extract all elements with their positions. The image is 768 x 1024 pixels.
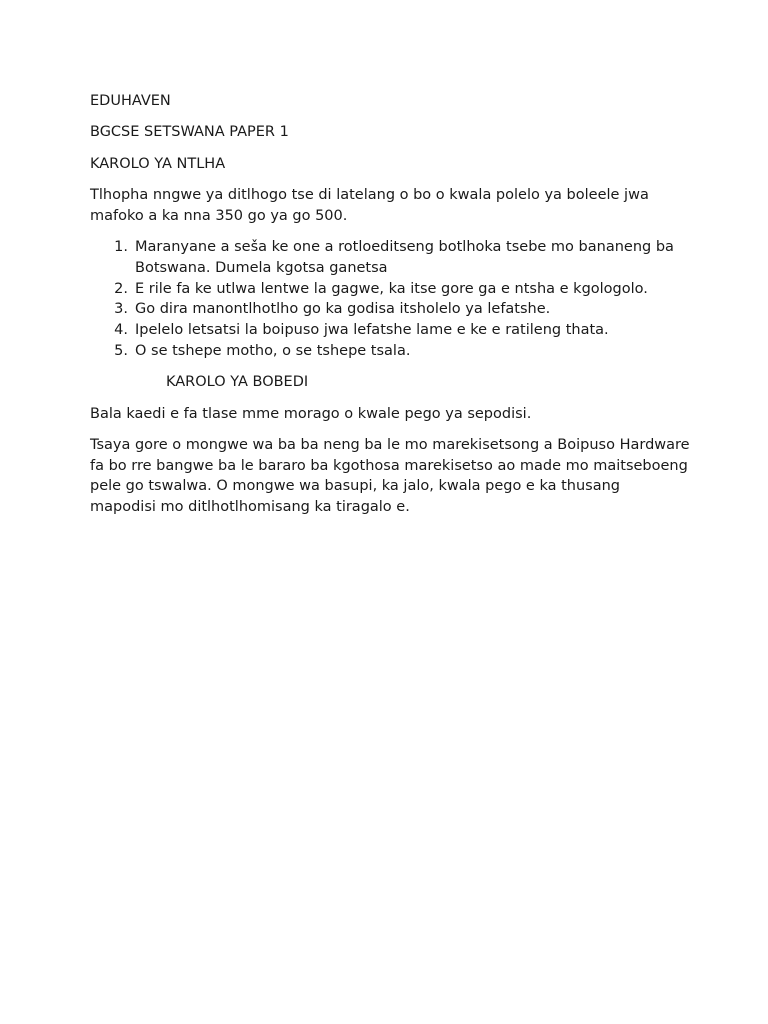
list-item-text: E rile fa ke utlwa lentwe la gagwe, ka itse gore ga e ntsha e kgologolo. bbox=[135, 280, 648, 297]
section-one-instruction: Tlhopha nngwe ya ditlhogo tse di latelang o bo o kwala polelo ya boleele jwa mafoko a ka nna 350 go ya go 500. bbox=[90, 186, 649, 224]
section-one-heading: KAROLO YA NTLHA bbox=[90, 155, 226, 172]
document-page bbox=[90, 91, 690, 529]
topic-list bbox=[90, 237, 690, 362]
list-item-number: 5. bbox=[114, 342, 128, 359]
list-item-text: Ipelelo letsatsi la boipuso jwa lefatshe lame e ke e ratileng thata. bbox=[135, 322, 609, 339]
list-item-number: 4. bbox=[114, 322, 128, 339]
list-item-number: 2. bbox=[114, 280, 128, 297]
list-item-text: O se tshepe motho, o se tshepe tsala. bbox=[135, 342, 411, 359]
list-item bbox=[90, 279, 690, 300]
paper-title: BGCSE SETSWANA PAPER 1 bbox=[90, 124, 289, 141]
brand-line: EDUHAVEN bbox=[90, 93, 171, 109]
list-item-text: Maranyane a seša ke one a rotloeditseng botlhoka tsebe mo bananeng ba Botswana. Dumela kgotsa ganetsa bbox=[135, 238, 674, 276]
section-two-scenario: Tsaya gore o mongwe wa ba ba neng ba le mo marekisetsong a Boipuso Hardware fa bo rre bangwe ba le bararo ba kgothosa marekisetso ao made mo maitseboeng pele go tswalwa. O mongwe wa basupi, ka jalo, kwala pego e ka thusang mapodisi mo ditlhotlhomisang ka tiragalo e. bbox=[90, 436, 690, 516]
list-item-number: 3. bbox=[114, 301, 128, 318]
section-two-instruction: Bala kaedi e fa tlase mme morago o kwale pego ya sepodisi. bbox=[90, 405, 532, 422]
section-two-heading: KAROLO YA BOBEDI bbox=[166, 374, 309, 391]
list-item-text: Go dira manontlhotlho go ka godisa itsholelo ya lefatshe. bbox=[135, 301, 551, 318]
list-item bbox=[90, 237, 690, 279]
list-item bbox=[90, 320, 690, 341]
list-item-number: 1. bbox=[114, 238, 128, 255]
list-item bbox=[90, 341, 690, 362]
list-item bbox=[90, 299, 690, 320]
